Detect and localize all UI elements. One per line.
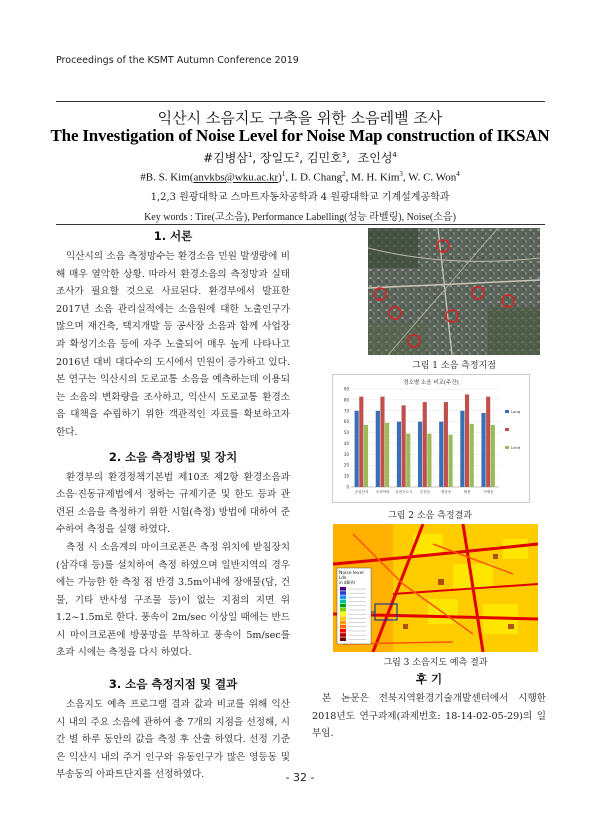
figure-1-caption: 그림 1 소음 측정지점 xyxy=(412,361,496,371)
author-email-link[interactable]: anvkbs@wku.ac.kr xyxy=(193,171,279,184)
author-ko-4: 조인성 xyxy=(357,151,393,165)
y-tick-label: 0 xyxy=(346,484,349,490)
acknowledgment-title: 후 기 xyxy=(415,672,443,686)
chart-bar xyxy=(380,397,384,487)
acknowledgment-text: 본 논문은 전북지역환경기술개발센터에서 시행한 2018년도 연구과제(과제번호: 18-14-02-05-29)의 일부임. xyxy=(312,693,546,740)
chart-bar xyxy=(418,422,422,487)
noise-map-image xyxy=(333,524,538,652)
author-ko-1: #김병삼 xyxy=(203,151,248,165)
y-tick-label: 70 xyxy=(343,408,349,414)
legend-unit: Ldn xyxy=(339,575,347,580)
chart-bar xyxy=(364,425,368,487)
paragraph: 소음지도 예측 프로그램 결과 값과 비교를 위해 익산시 내의 주요 소음에 관하여 총 7개의 지점을 선정해, 시간 별 하루 동안의 값을 측정 후 산출 하였다. 선정 기준은 익산시 내의 주거 인구와 유동인구가 많은 영등동 및 부송동의 아파트단지를 선정하였다. xyxy=(56,699,290,781)
legend-color-swatch xyxy=(340,608,346,612)
chart-bar xyxy=(460,411,464,487)
chart-bar xyxy=(491,425,495,487)
paragraph: 측정 시 소음계의 마이크로폰은 측정 위치에 받침장치(삼각대 등)를 설치하여 측정 하였으며 일반지역의 경우에는 가능한 한 측정 점 반경 3.5m이내에 장애물(담, 건물, 기타 반사성 구조물 등)이 없는 지점의 지면 위 1.2~1.5m로 한다. 풍속이 2m/sec 이상일 때에는 반드시 마이크로폰에 방풍망을 부착하고 풍속이 5m/sec를 초과 시에는 측정을 다시 하였다. xyxy=(56,541,290,659)
section-title: 2. 소음 측정방법 및 장치 xyxy=(108,449,238,464)
left-column xyxy=(56,228,290,784)
x-tick-label: 이제동 xyxy=(483,490,494,494)
authors-english: #B. S. Kim(anvkbs@wku.ac.kr)$^1$, I. D. Chang$^2$, M. H. Kim$^3$, W. C. Won$^4$ xyxy=(140,170,460,184)
x-tick-label: 영동동 xyxy=(440,490,452,494)
figure-1-map xyxy=(368,228,540,355)
legend-sub: in dB(A) xyxy=(339,580,356,585)
chart-bar xyxy=(465,394,469,487)
legend-color-swatch xyxy=(340,591,346,595)
y-tick-label: 80 xyxy=(343,397,349,403)
chart-bar xyxy=(481,413,485,487)
legend-color-swatch xyxy=(340,595,346,599)
legend-color-swatch xyxy=(340,625,346,629)
y-tick-label: 50 xyxy=(343,430,349,436)
proceedings-header: Proceedings of the KSMT Autumn Conference 2019 xyxy=(56,55,299,66)
figure-3-noise-map xyxy=(333,524,538,652)
legend-swatch xyxy=(505,410,509,413)
chart-bar xyxy=(427,434,431,487)
title-korean: 익산시 소음지도 구축을 위한 소음레벨 조사 xyxy=(157,109,443,127)
chart-bar xyxy=(486,397,490,487)
chart-bar xyxy=(406,434,410,487)
legend-swatch xyxy=(505,428,509,431)
y-tick-label: 10 xyxy=(343,473,349,479)
header-rule xyxy=(56,101,545,102)
satellite-map-image xyxy=(368,228,540,355)
y-tick-label: 40 xyxy=(343,440,349,446)
author-ko-2: 장일도 xyxy=(260,151,295,165)
legend-color-swatch xyxy=(340,637,346,641)
legend-title: Noise level xyxy=(339,571,364,576)
x-tick-label: 유현오도시 xyxy=(395,490,413,494)
y-tick-label: 60 xyxy=(343,419,349,425)
y-tick-label: 30 xyxy=(343,451,349,457)
x-tick-label: 공업단지 xyxy=(354,490,369,494)
chart-bar xyxy=(385,423,389,487)
y-tick-label: 20 xyxy=(343,462,349,468)
chart-bar xyxy=(355,411,359,487)
chart-bar xyxy=(439,422,443,487)
chart-bar xyxy=(402,405,406,487)
legend-color-swatch xyxy=(340,621,346,625)
section-title: 3. 소음 측정지점 및 결과 xyxy=(108,677,238,692)
author-ko-3: 김민호 xyxy=(306,151,342,165)
keywords-rule xyxy=(56,224,545,225)
chart-bar xyxy=(470,424,474,487)
legend-label: Long xyxy=(511,409,521,414)
page-number: - 32 - xyxy=(285,771,315,784)
legend-color-swatch xyxy=(340,616,346,620)
legend-color-swatch xyxy=(340,629,346,633)
title-english: The Investigation of Noise Level for Noise Map construction of IKSAN xyxy=(50,126,550,145)
chart-bar xyxy=(376,411,380,487)
authors-korean: #김병삼$^1$, 장일도$^2$, 김민호$^3$, 조인성$^4$ xyxy=(203,151,397,165)
legend-color-swatch xyxy=(340,633,346,637)
legend-color-swatch xyxy=(340,612,346,616)
section-title: 1. 서론 xyxy=(153,229,193,243)
noise-bar-chart xyxy=(333,375,529,502)
legend-swatch xyxy=(505,446,509,449)
paragraph: 익산시의 소음 측정망수는 환경소음 민원 발생량에 비해 매우 열악한 상황. 따라서 환경소음의 측정망과 실태조사가 필요할 것으로 사료된다. 환경부에서 발표한 2017년 소음 관리실적에는 소음원에 대한 노출인구가 많으며 재건축, 택지개발 등 공사장 소음과 함께 사업장과 확성기소음 등에 자주 노출되어 매우 높게 나타나고 2016년 대비 대다수의 도시에서 민원이 증가하고 있다. 본 연구는 익산시의 도로교통 소음을 예측하는데 이용되는 소음의 변화량을 조사하고, 익산시 도로교통 환경소음 대책을 수립하기 위한 객관적인 자료를 확보하고자 한다. xyxy=(56,251,290,438)
chart-bar xyxy=(397,422,401,487)
x-tick-label: 조현아파 xyxy=(375,490,390,494)
figure-2-chart xyxy=(332,374,530,503)
figure-2-caption: 그림 2 소음 측정결과 xyxy=(388,511,472,521)
legend-color-swatch xyxy=(340,600,346,604)
affiliation: 1,2,3 원광대학교 스마트자동차공학과 4 원광대학교 기계설계공학과 xyxy=(150,192,450,203)
x-tick-label: 팔봉 xyxy=(463,490,471,494)
legend-label: Limit xyxy=(511,445,521,450)
chart-title: 정소별 소음 비교(주간) xyxy=(403,380,459,386)
paragraph: 환경부의 환경정책기본법 제10조 제2항 환경소음과 소음·진동규제법에서 정하는 규제기준 및 한도 등과 관련된 소음을 측정하기 위한 시험(측정) 방법에 대하여 준수하여 측정을 실행 하였다. xyxy=(56,471,290,536)
chart-bar xyxy=(448,435,452,487)
keywords: Key words : Tire(고소음), Performance Labelling(성능 라벨링), Noise(소음) xyxy=(144,212,456,223)
chart-bar xyxy=(423,402,427,487)
y-tick-label: 90 xyxy=(343,386,349,392)
legend-color-swatch xyxy=(340,587,346,591)
x-tick-label: 부송동 xyxy=(419,490,431,494)
chart-bar xyxy=(359,397,363,487)
figure-3-caption: 그림 3 소음지도 예측 결과 xyxy=(383,658,488,668)
legend-color-swatch xyxy=(340,604,346,608)
chart-bar xyxy=(444,402,448,487)
